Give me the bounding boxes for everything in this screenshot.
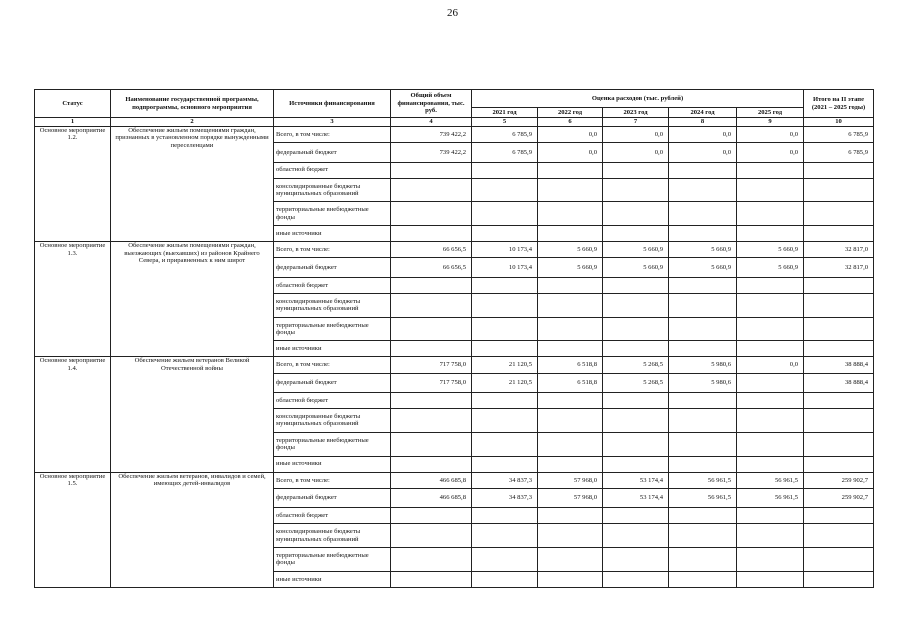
amount-cell [472,317,538,341]
amount-cell [391,456,472,472]
amount-cell [804,508,874,524]
amount-cell [737,277,804,293]
measure-status: Основное мероприятие 1.4. [35,357,111,472]
funding-source: Всего, в том числе: [274,127,391,143]
amount-cell [391,293,472,317]
amount-cell [472,409,538,433]
amount-cell [538,392,603,408]
amount-cell [538,508,603,524]
amount-cell: 466 685,8 [391,488,472,507]
amount-cell [391,341,472,357]
amount-cell [391,524,472,548]
amount-cell [737,162,804,178]
amount-cell: 6 518,8 [538,373,603,392]
funding-source: консолидированные бюджеты муниципальных образований [274,409,391,433]
funding-source: федеральный бюджет [274,373,391,392]
amount-cell [737,317,804,341]
column-number: 8 [669,118,737,127]
amount-cell [538,277,603,293]
funding-source: Всего, в том числе: [274,472,391,488]
amount-cell [603,524,669,548]
amount-cell: 53 174,4 [603,488,669,507]
amount-cell: 32 817,0 [804,258,874,277]
amount-cell [391,548,472,572]
amount-cell: 38 888,4 [804,357,874,373]
amount-cell [737,202,804,226]
amount-cell [669,178,737,202]
funding-source: иные источники [274,456,391,472]
amount-cell [472,548,538,572]
funding-source: иные источники [274,571,391,587]
amount-cell [669,508,737,524]
amount-cell [472,524,538,548]
amount-cell: 53 174,4 [603,472,669,488]
amount-cell: 739 422,2 [391,127,472,143]
amount-cell [603,317,669,341]
header-name: Наименование государственной программы, подпрограммы, основного мероприятия [111,90,274,118]
amount-cell: 0,0 [737,127,804,143]
amount-cell: 66 656,5 [391,258,472,277]
amount-cell: 5 660,9 [538,242,603,258]
amount-cell [391,202,472,226]
funding-source: территориальные внебюджетные фонды [274,432,391,456]
amount-cell: 38 888,4 [804,373,874,392]
amount-cell [804,456,874,472]
amount-cell [603,432,669,456]
amount-cell [538,409,603,433]
header-year: 2024 год [669,108,737,118]
funding-source: Всего, в том числе: [274,357,391,373]
amount-cell: 6 785,9 [472,127,538,143]
amount-cell: 34 837,3 [472,488,538,507]
amount-cell: 0,0 [603,143,669,162]
header-year: 2023 год [603,108,669,118]
table-body [35,127,874,588]
amount-cell [538,162,603,178]
amount-cell [472,226,538,242]
amount-cell [669,409,737,433]
amount-cell [804,409,874,433]
funding-source: консолидированные бюджеты муниципальных образований [274,178,391,202]
amount-cell [538,178,603,202]
amount-cell: 717 758,0 [391,357,472,373]
funding-source: областной бюджет [274,162,391,178]
header-year: 2021 год [472,108,538,118]
amount-cell [669,432,737,456]
measure-name: Обеспечение жильем ветеранов, инвалидов и семей, имеющих детей-инвалидов [111,472,274,587]
amount-cell: 259 902,7 [804,488,874,507]
amount-cell [391,226,472,242]
funding-source: территориальные внебюджетные фонды [274,317,391,341]
amount-cell [603,508,669,524]
funding-source: иные источники [274,226,391,242]
amount-cell: 56 961,5 [737,488,804,507]
table-row [35,127,874,143]
funding-source: областной бюджет [274,508,391,524]
amount-cell [737,524,804,548]
header-status: Статус [35,90,111,118]
column-number: 6 [538,118,603,127]
header-estimate: Оценка расходов (тыс. рублей) [472,90,804,108]
amount-cell [603,277,669,293]
amount-cell [472,162,538,178]
amount-cell [603,293,669,317]
amount-cell: 57 968,0 [538,472,603,488]
amount-cell [603,409,669,433]
amount-cell [669,456,737,472]
amount-cell [737,341,804,357]
amount-cell: 5 980,6 [669,373,737,392]
amount-cell [737,226,804,242]
amount-cell [538,293,603,317]
amount-cell [804,392,874,408]
amount-cell [472,392,538,408]
amount-cell [472,341,538,357]
amount-cell [669,317,737,341]
amount-cell [538,548,603,572]
amount-cell [804,548,874,572]
column-number: 3 [274,118,391,127]
column-number: 9 [737,118,804,127]
amount-cell [391,277,472,293]
amount-cell [472,293,538,317]
funding-source: иные источники [274,341,391,357]
amount-cell: 56 961,5 [669,472,737,488]
amount-cell [603,178,669,202]
amount-cell [391,392,472,408]
amount-cell [804,178,874,202]
header-stage-total: Итого на II этапе (2021 – 2025 годы) [804,90,874,118]
funding-source: областной бюджет [274,277,391,293]
amount-cell: 6 785,9 [804,143,874,162]
page-number: 26 [447,7,458,19]
column-number: 10 [804,118,874,127]
header-sources: Источники финансирования [274,90,391,118]
amount-cell: 66 656,5 [391,242,472,258]
amount-cell: 57 968,0 [538,488,603,507]
amount-cell: 5 660,9 [538,258,603,277]
measure-name: Обеспечение жильем ветеранов Великой Отечественной войны [111,357,274,472]
amount-cell: 21 120,5 [472,373,538,392]
amount-cell [669,277,737,293]
amount-cell: 32 817,0 [804,242,874,258]
amount-cell: 5 660,9 [669,242,737,258]
amount-cell [804,162,874,178]
amount-cell: 10 173,4 [472,242,538,258]
amount-cell [737,178,804,202]
amount-cell [804,293,874,317]
amount-cell: 5 660,9 [737,258,804,277]
amount-cell [804,277,874,293]
amount-cell: 717 758,0 [391,373,472,392]
amount-cell [737,392,804,408]
amount-cell [669,341,737,357]
amount-cell [472,202,538,226]
amount-cell [538,226,603,242]
funding-source: территориальные внебюджетные фонды [274,548,391,572]
measure-status: Основное мероприятие 1.3. [35,242,111,357]
amount-cell [669,293,737,317]
table-row [35,472,874,488]
amount-cell [391,432,472,456]
amount-cell [538,571,603,587]
amount-cell [472,508,538,524]
amount-cell [472,178,538,202]
amount-cell: 5 660,9 [669,258,737,277]
amount-cell: 0,0 [669,143,737,162]
amount-cell [804,524,874,548]
amount-cell: 5 268,5 [603,373,669,392]
amount-cell: 56 961,5 [737,472,804,488]
amount-cell: 739 422,2 [391,143,472,162]
amount-cell [737,409,804,433]
amount-cell [391,317,472,341]
funding-source: консолидированные бюджеты муниципальных образований [274,293,391,317]
amount-cell [669,162,737,178]
amount-cell [538,456,603,472]
amount-cell: 0,0 [538,143,603,162]
amount-cell [603,226,669,242]
amount-cell [472,432,538,456]
amount-cell [669,524,737,548]
amount-cell: 0,0 [603,127,669,143]
amount-cell [603,202,669,226]
amount-cell: 10 173,4 [472,258,538,277]
amount-cell [391,571,472,587]
header-total: Общий объем финансирования, тыс. руб. [391,90,472,118]
amount-cell [669,226,737,242]
measure-status: Основное мероприятие 1.5. [35,472,111,587]
amount-cell: 5 660,9 [737,242,804,258]
amount-cell [804,341,874,357]
amount-cell [472,571,538,587]
amount-cell: 5 268,5 [603,357,669,373]
amount-cell: 5 660,9 [603,258,669,277]
amount-cell [391,178,472,202]
amount-cell [669,571,737,587]
amount-cell [737,456,804,472]
amount-cell [538,524,603,548]
amount-cell: 0,0 [737,143,804,162]
amount-cell [804,202,874,226]
column-number: 5 [472,118,538,127]
amount-cell [391,409,472,433]
column-number: 1 [35,118,111,127]
amount-cell [603,456,669,472]
measure-name: Обеспечение жильем помещениями граждан, выезжающих (выехавших) из районов Крайнего Севера, и приравненных к ним широт [111,242,274,357]
amount-cell [669,548,737,572]
amount-cell [737,508,804,524]
amount-cell [603,392,669,408]
amount-cell [538,432,603,456]
amount-cell: 6 785,9 [472,143,538,162]
financing-table [34,89,874,588]
column-number: 2 [111,118,274,127]
funding-source: территориальные внебюджетные фонды [274,202,391,226]
funding-source: областной бюджет [274,392,391,408]
funding-source: консолидированные бюджеты муниципальных образований [274,524,391,548]
amount-cell [538,317,603,341]
amount-cell: 5 660,9 [603,242,669,258]
amount-cell [669,202,737,226]
amount-cell [804,317,874,341]
table-row [35,357,874,373]
funding-source: федеральный бюджет [274,488,391,507]
column-number: 4 [391,118,472,127]
funding-source: федеральный бюджет [274,143,391,162]
measure-name: Обеспечение жильем помещениями граждан, признанных в установленном порядке вынужденными переселенцами [111,127,274,242]
amount-cell: 0,0 [669,127,737,143]
amount-cell: 6 518,8 [538,357,603,373]
amount-cell [804,571,874,587]
header-year: 2022 год [538,108,603,118]
amount-cell: 34 837,3 [472,472,538,488]
header-year: 2025 год [737,108,804,118]
amount-cell [804,226,874,242]
amount-cell [669,392,737,408]
amount-cell [737,571,804,587]
table-row [35,242,874,258]
funding-source: федеральный бюджет [274,258,391,277]
amount-cell [472,456,538,472]
amount-cell: 56 961,5 [669,488,737,507]
amount-cell [472,277,538,293]
amount-cell [737,293,804,317]
amount-cell [603,162,669,178]
amount-cell [603,548,669,572]
column-number-row [35,118,874,127]
amount-cell [737,548,804,572]
amount-cell [804,432,874,456]
amount-cell [603,341,669,357]
header-row [35,90,874,108]
amount-cell [391,508,472,524]
amount-cell: 5 980,6 [669,357,737,373]
funding-source: Всего, в том числе: [274,242,391,258]
amount-cell: 466 685,8 [391,472,472,488]
column-number: 7 [603,118,669,127]
amount-cell: 21 120,5 [472,357,538,373]
amount-cell: 6 785,9 [804,127,874,143]
amount-cell [737,432,804,456]
amount-cell [538,202,603,226]
amount-cell [538,341,603,357]
amount-cell: 0,0 [538,127,603,143]
amount-cell [737,373,804,392]
amount-cell: 259 902,7 [804,472,874,488]
amount-cell: 0,0 [737,357,804,373]
amount-cell [603,571,669,587]
amount-cell [391,162,472,178]
measure-status: Основное мероприятие 1.2. [35,127,111,242]
